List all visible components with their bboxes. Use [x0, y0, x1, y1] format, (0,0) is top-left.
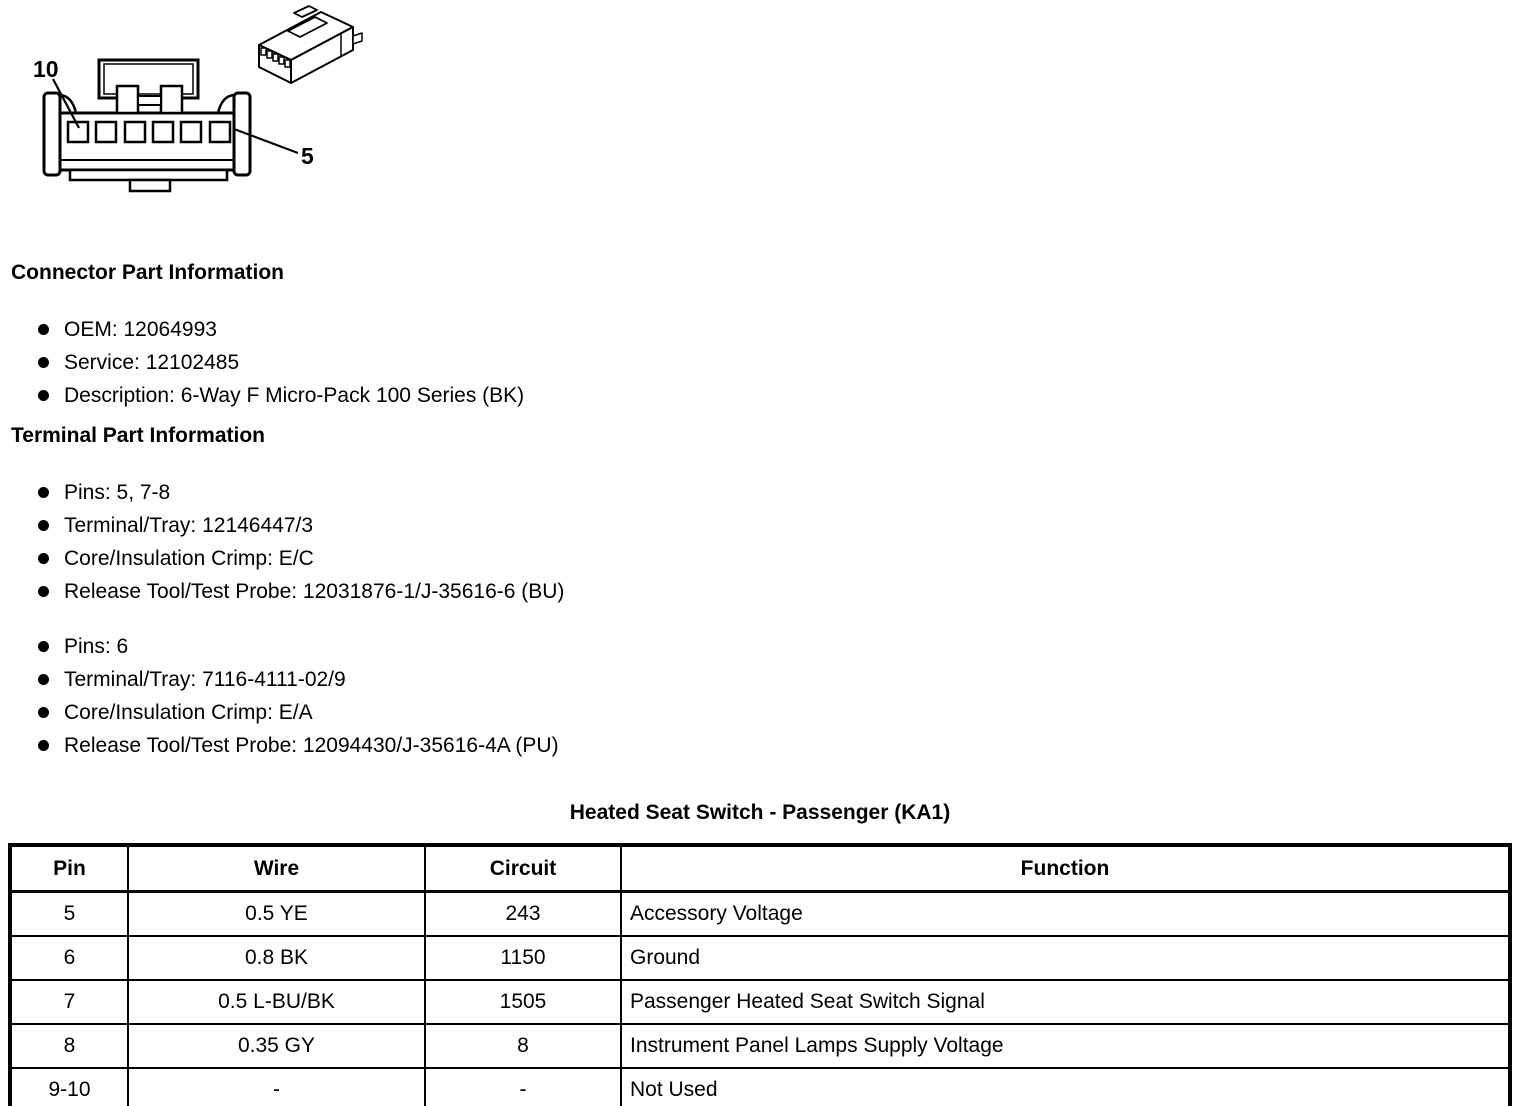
list-item-text: Core/Insulation Crimp: E/A: [64, 700, 313, 724]
list-item-text: Release Tool/Test Probe: 12094430/J-35616-4A (PU): [64, 733, 559, 757]
col-header-pin: Pin: [10, 845, 128, 892]
bottom-strip: [70, 170, 227, 180]
right-corner-curve: [218, 95, 234, 113]
list-item-text: Pins: 6: [64, 634, 129, 658]
cell-circuit: 243: [425, 892, 621, 937]
pin-cavity: [96, 122, 116, 142]
cell-wire: 0.5 L-BU/BK: [128, 980, 425, 1024]
table-row: [10, 980, 1510, 1024]
connector-diagram: [0, 0, 400, 220]
list-item-text: Core/Insulation Crimp: E/C: [64, 546, 314, 570]
pin-cavity: [210, 122, 230, 142]
connector-part-info-heading: Connector Part Information: [11, 261, 285, 284]
cell-wire: -: [128, 1068, 425, 1106]
cell-function: Not Used: [621, 1068, 1510, 1106]
list-item: [38, 663, 559, 696]
pin-cavity: [153, 122, 173, 142]
table-row: [10, 892, 1510, 937]
pinout-table: [8, 843, 1512, 1106]
bullet-icon: [38, 390, 49, 401]
iso-terminal-tab: [353, 33, 362, 44]
pin-10-label: 10: [33, 56, 59, 82]
cell-function: Instrument Panel Lamps Supply Voltage: [621, 1024, 1510, 1068]
table-row: [10, 936, 1510, 980]
col-header-circuit: Circuit: [425, 845, 621, 892]
cell-pin: 5: [10, 892, 128, 937]
cell-function: Accessory Voltage: [621, 892, 1510, 937]
cell-circuit: 8: [425, 1024, 621, 1068]
list-item: [38, 313, 524, 346]
connector-latch: [99, 60, 198, 113]
cell-pin: 8: [10, 1024, 128, 1068]
pin-5-label: 5: [301, 143, 314, 169]
list-item: [38, 346, 524, 379]
bullet-icon: [38, 740, 49, 751]
terminal-info-list-group2: [38, 630, 559, 762]
list-item-text: Terminal/Tray: 7116-4111-02/9: [64, 667, 346, 691]
cell-wire: 0.5 YE: [128, 892, 425, 937]
bullet-icon: [38, 553, 49, 564]
col-header-wire: Wire: [128, 845, 425, 892]
bullet-icon: [38, 487, 49, 498]
cell-wire: 0.8 BK: [128, 936, 425, 980]
cell-circuit: 1505: [425, 980, 621, 1024]
terminal-info-list-group1: [38, 476, 564, 608]
list-item: [38, 476, 564, 509]
cell-pin: 6: [10, 936, 128, 980]
list-item-text: Description: 6-Way F Micro-Pack 100 Series (BK): [64, 383, 525, 407]
list-item: [38, 575, 564, 608]
table-header-row: [10, 845, 1510, 892]
cell-pin: 9-10: [10, 1068, 128, 1106]
connector-front-view: [33, 56, 314, 191]
bullet-icon: [38, 324, 49, 335]
bullet-icon: [38, 357, 49, 368]
left-flange: [44, 93, 60, 175]
table-row: [10, 1068, 1510, 1106]
cell-function: Ground: [621, 936, 1510, 980]
list-item: [38, 542, 564, 575]
list-item: [38, 729, 559, 762]
connector-isometric-view: [259, 6, 362, 83]
bottom-tab: [130, 180, 170, 191]
list-item: [38, 379, 524, 412]
table-row: [10, 1024, 1510, 1068]
list-item-text: Pins: 5, 7-8: [64, 480, 171, 504]
list-item-text: Service: 12102485: [64, 350, 240, 374]
col-header-function: Function: [621, 845, 1510, 892]
terminal-part-info-heading: Terminal Part Information: [11, 424, 265, 447]
pin-cavity: [125, 122, 145, 142]
list-item: [38, 509, 564, 542]
bullet-icon: [38, 520, 49, 531]
cell-function: Passenger Heated Seat Switch Signal: [621, 980, 1510, 1024]
pin-cavity: [181, 122, 201, 142]
bullet-icon: [38, 641, 49, 652]
bullet-icon: [38, 586, 49, 597]
list-item-text: Terminal/Tray: 12146447/3: [64, 513, 314, 537]
cell-pin: 7: [10, 980, 128, 1024]
connector-part-info-list: [38, 313, 524, 412]
cell-circuit: -: [425, 1068, 621, 1106]
list-item: [38, 696, 559, 729]
list-item-text: OEM: 12064993: [64, 317, 217, 341]
list-item-text: Release Tool/Test Probe: 12031876-1/J-35616-6 (BU): [64, 579, 565, 603]
bullet-icon: [38, 674, 49, 685]
bullet-icon: [38, 707, 49, 718]
pinout-table-title: Heated Seat Switch - Passenger (KA1): [569, 801, 951, 824]
cell-circuit: 1150: [425, 936, 621, 980]
list-item: [38, 630, 559, 663]
cell-wire: 0.35 GY: [128, 1024, 425, 1068]
